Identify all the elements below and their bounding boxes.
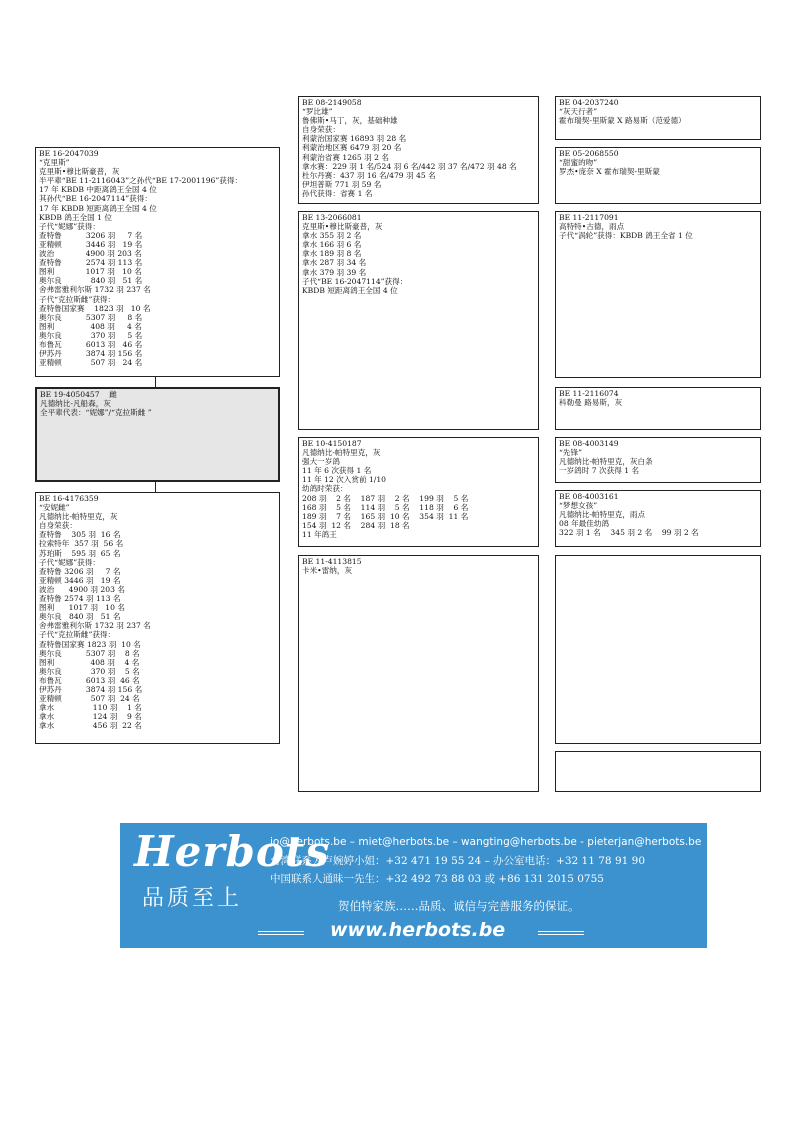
- pedigree-line: 图利 1017 羽 10 名: [39, 603, 125, 613]
- pedigree-line: BE 05-2068550: [559, 149, 619, 158]
- banner-motto: 贺伯特家族……品质、诚信与完善服务的保证。: [338, 899, 580, 913]
- pedigree-line: 全平辈代表：“妮娜”/“克拉斯雌 ”: [40, 408, 152, 418]
- pedigree-line: 拿水 456 羽 22 名: [39, 721, 142, 731]
- pedigree-line: 子代“妮娜”获得：: [39, 557, 100, 567]
- pedigree-line: “甜蜜的吻”: [559, 158, 598, 168]
- great-grandparent-6-card: [555, 490, 761, 547]
- pedigree-line: BE 08-2149058: [302, 98, 362, 107]
- pedigree-line: 子代“BE 16-2047114”获得：: [302, 276, 408, 286]
- dam-dam-card: [298, 555, 539, 792]
- pedigree-line: 查特鲁 3206 羽 7 名: [39, 566, 121, 576]
- pedigree-line: 亚精顿 507 羽 24 名: [39, 358, 143, 368]
- pedigree-line: 154 羽 12 名 284 羽 18 名: [302, 520, 410, 530]
- sire-dam-lines: [302, 213, 535, 295]
- pedigree-line: 拿水 189 羽 8 名: [302, 249, 362, 259]
- pedigree-line: 子代“克拉斯雌”获得：: [39, 630, 116, 640]
- pedigree-line: BE 04-2037240: [559, 98, 619, 107]
- banner-rule-right: [538, 931, 584, 935]
- pedigree-line: 自身荣获：: [302, 125, 340, 135]
- pedigree-line: BE 13-2066081: [302, 213, 362, 222]
- pedigree-line: 克里斯•穆比斯豪普，灰: [302, 222, 383, 232]
- pedigree-line: 拿水 110 羽 1 名: [39, 703, 142, 713]
- banner-emails: jo@herbots.be – miet@herbots.be – wangting@herbots.be - pieterjan@herbots.be: [270, 836, 702, 848]
- pedigree-line: 子代“妮娜”获得：: [39, 221, 100, 231]
- pedigree-line: 幼鸽时荣获：: [302, 484, 348, 494]
- great-grandparent-2-lines: [559, 149, 757, 176]
- pedigree-line: 奥尔良 840 羽 51 名: [39, 612, 121, 622]
- great-grandparent-1-card: [555, 96, 761, 140]
- pedigree-line: 查特鲁 305 羽 16 名: [39, 530, 121, 540]
- pedigree-line: 322 羽 1 名 345 羽 2 名 99 羽 2 名: [559, 528, 699, 538]
- subject-card: [35, 387, 280, 482]
- dam-lines: [39, 494, 276, 730]
- pedigree-line: BE 11-2117091: [559, 213, 619, 222]
- banner-taiwan-contact: 台湾联系人卢婉婷小姐：+32 471 19 55 24 – 办公室电话：+32 11 78 91 90: [270, 855, 646, 867]
- banner-rule-left: [258, 931, 304, 935]
- pedigree-line: 17 年 KBDB 短距离鸽王全国 4 位: [39, 203, 157, 213]
- pedigree-line: BE 19-4050457 雌: [40, 390, 117, 399]
- pedigree-line: BE 11-4113815: [302, 557, 362, 566]
- great-grandparent-1-lines: [559, 98, 757, 125]
- pedigree-line: 11 年 6 次获得 1 名: [302, 466, 372, 476]
- pedigree-line: 拿水赛：229 羽 1 名/524 羽 6 名/442 羽 37 名/472 羽 48 名: [302, 161, 517, 171]
- connector-subject-dam: [155, 482, 156, 492]
- sire-dam-card: [298, 211, 539, 430]
- pedigree-line: 奥尔良 370 羽 5 名: [39, 666, 140, 676]
- pedigree-line: 自身荣获：: [39, 521, 77, 531]
- dam-card: [35, 492, 280, 744]
- pedigree-line: KBDB 短距离鸽王全国 4 位: [302, 285, 398, 295]
- pedigree-line: 查特鲁 3206 羽 7 名: [39, 230, 143, 240]
- sire-sire-lines: [302, 98, 535, 198]
- herbots-banner: [120, 823, 707, 948]
- pedigree-line: 半平辈“BE 11-2116043”之孙代“BE 17-2001196”获得：: [39, 176, 243, 186]
- pedigree-line: 布鲁瓦 6013 羽 46 名: [39, 339, 143, 349]
- pedigree-line: 亚精顿 3446 羽 19 名: [39, 575, 121, 585]
- pedigree-line: “罗比雄”: [302, 107, 333, 117]
- great-grandparent-5-lines: [559, 439, 757, 475]
- great-grandparent-7-card: [555, 555, 761, 744]
- pedigree-line: 伊坦普斯 771 羽 59 名: [302, 179, 382, 189]
- pedigree-line: BE 10-4150187: [302, 439, 362, 448]
- pedigree-line: 利蒙治地区赛 6479 羽 20 名: [302, 143, 402, 153]
- pedigree-line: 凡德纳比-凡船森，灰: [40, 399, 111, 409]
- pedigree-line: 伊苏丹 3874 羽 156 名: [39, 684, 143, 694]
- pedigree-line: 图利 1017 羽 10 名: [39, 267, 142, 277]
- pedigree-line: KBDB 鸽王全国 1 位: [39, 212, 112, 222]
- pedigree-line: 奥尔良 5307 羽 8 名: [39, 312, 143, 322]
- pedigree-line: 卡米•雷纳，灰: [302, 566, 353, 576]
- dam-sire-card: [298, 437, 539, 547]
- great-grandparent-3-card: [555, 211, 761, 378]
- pedigree-line: 奥尔良 370 羽 5 名: [39, 330, 143, 340]
- sire-card: [35, 147, 280, 377]
- pedigree-line: 189 羽 7 名 165 羽 10 名 354 羽 11 名: [302, 511, 469, 521]
- pedigree-line: “安妮雌”: [39, 503, 70, 513]
- pedigree-line: 拿水 124 羽 9 名: [39, 712, 142, 722]
- pedigree-line: 11 年 12 次入赏前 1/10: [302, 475, 387, 485]
- pedigree-line: 舍弗雷雅利尔斯 1732 羽 237 名: [39, 621, 151, 631]
- great-grandparent-4-lines: [559, 389, 757, 407]
- pedigree-line: 子代“涡轮”获得：KBDB 鸽王全省 1 位: [559, 231, 693, 241]
- pedigree-line: 罗杰•庞奈 X 霍布瑞契-里斯蒙: [559, 167, 660, 177]
- pedigree-line: “灰天行者”: [559, 107, 598, 117]
- great-grandparent-3-lines: [559, 213, 757, 240]
- pedigree-line: 波治 4900 羽 203 名: [39, 249, 142, 259]
- banner-china-contact: 中国联系人通昧一先生：+32 492 73 88 03 或 +86 131 2015 0755: [270, 873, 604, 885]
- pedigree-line: 鲁佛斯•马丁，灰，基础种雄: [302, 116, 398, 126]
- pedigree-line: BE 08-4003161: [559, 492, 619, 501]
- connector-sire-subject: [155, 377, 156, 387]
- pedigree-line: 查特鲁国家赛 1823 羽 10 名: [39, 303, 151, 313]
- pedigree-line: 凡德纳比-帕特里克，雨点: [559, 510, 646, 520]
- pedigree-line: 高特特•古德，雨点: [559, 222, 625, 232]
- pedigree-line: 其孙代“BE 16-2047114”获得：: [39, 194, 152, 204]
- pedigree-line: “先锋”: [559, 448, 582, 458]
- pedigree-line: 208 羽 2 名 187 羽 2 名 199 羽 5 名: [302, 493, 469, 503]
- pedigree-line: 亚精顿 507 羽 24 名: [39, 694, 140, 704]
- pedigree-line: 查特鲁 2574 羽 113 名: [39, 258, 143, 268]
- pedigree-line: 08 年最佳幼鸽: [559, 519, 610, 529]
- sire-sire-card: [298, 96, 539, 204]
- great-grandparent-4-card: [555, 387, 761, 430]
- pedigree-line: BE 11-2116074: [559, 389, 619, 398]
- pedigree-line: 查特鲁国家赛 1823 羽 10 名: [39, 639, 141, 649]
- pedigree-line: 孙代获得：省赛 1 名: [302, 188, 373, 198]
- sire-lines: [39, 149, 276, 367]
- pedigree-line: 17 年 KBDB 中距离鸽王全国 4 位: [39, 185, 157, 195]
- great-grandparent-8-card: [555, 751, 761, 792]
- pedigree-line: 拿水 355 羽 2 名: [302, 231, 362, 241]
- dam-dam-lines: [302, 557, 535, 575]
- pedigree-line: “梦想女孩”: [559, 501, 598, 511]
- pedigree-line: 168 羽 5 名 114 羽 5 名 118 羽 6 名: [302, 502, 469, 512]
- pedigree-line: 拿水 379 羽 39 名: [302, 267, 367, 277]
- banner-website-link[interactable]: www.herbots.be: [330, 919, 506, 941]
- pedigree-line: 一岁鸽时 7 次获得 1 名: [559, 466, 640, 476]
- banner-slogan: 品质至上: [142, 886, 243, 911]
- pedigree-line: 波治 4900 羽 203 名: [39, 584, 125, 594]
- pedigree-line: BE 08-4003149: [559, 439, 619, 448]
- pedigree-line: 霍布瑞契-里斯蒙 X 路易斯（范爱德）: [559, 116, 686, 126]
- pedigree-line: 克里斯•穆比斯豪普，灰: [39, 167, 120, 177]
- pedigree-line: 苏珀斯 595 羽 65 名: [39, 548, 121, 558]
- pedigree-line: 拿水 166 羽 6 名: [302, 240, 362, 250]
- pedigree-line: 拿水 287 羽 34 名: [302, 258, 367, 268]
- pedigree-line: 布鲁瓦 6013 羽 46 名: [39, 675, 140, 685]
- pedigree-line: 亚精顿 3446 羽 19 名: [39, 239, 143, 249]
- great-grandparent-2-card: [555, 147, 761, 204]
- pedigree-line: 凡德纳比-帕特里克，灰: [39, 512, 118, 522]
- dam-sire-lines: [302, 439, 535, 539]
- pedigree-line: BE 16-2047039: [39, 149, 99, 158]
- pedigree-line: “克里斯”: [39, 158, 70, 168]
- great-grandparent-5-card: [555, 437, 761, 483]
- pedigree-line: 凡德纳比-帕特里克，灰白条: [559, 457, 653, 467]
- pedigree-line: 图利 408 羽 4 名: [39, 657, 140, 667]
- pedigree-line: 利蒙治省赛 1265 羽 2 名: [302, 152, 389, 162]
- pedigree-line: 子代“克拉斯雌”获得：: [39, 294, 116, 304]
- pedigree-line: 杜尔丹赛：437 羽 16 名/479 羽 45 名: [302, 170, 436, 180]
- subject-lines: [40, 390, 275, 417]
- pedigree-line: 查特鲁 2574 羽 113 名: [39, 594, 121, 604]
- pedigree-line: 科勒曼 路易斯，灰: [559, 398, 623, 408]
- pedigree-line: 舍弗雷雅利尔斯 1732 羽 237 名: [39, 285, 151, 295]
- great-grandparent-6-lines: [559, 492, 757, 537]
- herbots-logo: Herbots: [134, 827, 330, 876]
- pedigree-line: 强大一岁鸽: [302, 457, 340, 467]
- pedigree-line: 利蒙治国家赛 16893 羽 28 名: [302, 134, 407, 144]
- pedigree-line: 图利 408 羽 4 名: [39, 321, 142, 331]
- pedigree-line: 伊苏丹 3874 羽 156 名: [39, 349, 143, 359]
- pedigree-line: 凡德纳比-帕特里克，灰: [302, 448, 381, 458]
- pedigree-line: BE 16-4176359: [39, 494, 99, 503]
- pedigree-line: 奥尔良 5307 羽 8 名: [39, 648, 140, 658]
- pedigree-line: 11 年鸽王: [302, 529, 337, 539]
- pedigree-line: 奥尔良 840 羽 51 名: [39, 276, 143, 286]
- pedigree-line: 拉索特年 357 羽 56 名: [39, 539, 124, 549]
